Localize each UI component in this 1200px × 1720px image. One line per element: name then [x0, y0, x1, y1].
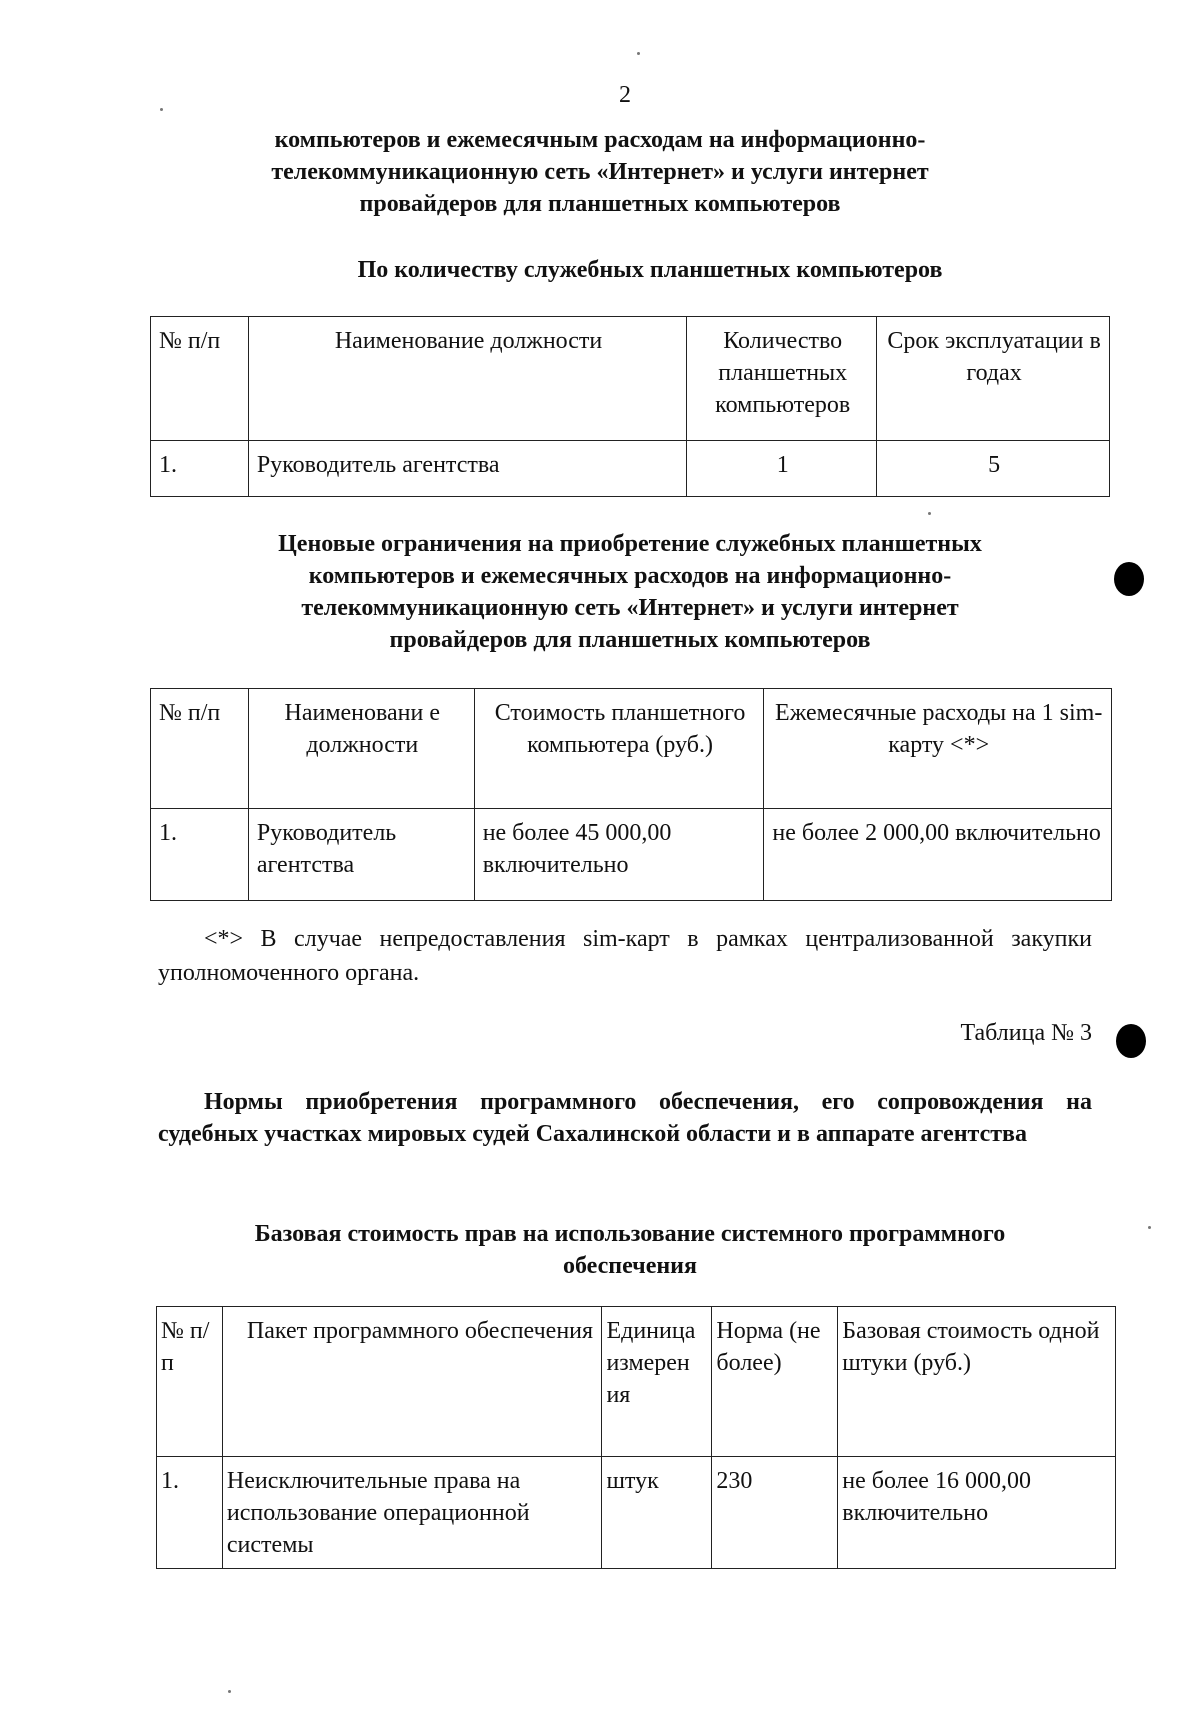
tablet-quantity-table — [150, 316, 1110, 497]
header-cell: Норма (не более) — [712, 1307, 838, 1457]
price-heading-line: телекоммуникационную сеть «Интернет» и услуги интернет — [301, 595, 959, 621]
table-label: Таблица № 3 — [960, 1020, 1092, 1046]
table-cell: Руководитель агентства — [248, 441, 686, 497]
price-heading-line: компьютеров и ежемесячных расходов на информационно- — [308, 563, 952, 589]
base-cost-heading-line: обеспечения — [563, 1253, 697, 1279]
table-cell: 1. — [151, 441, 249, 497]
header-cell: Единица измерен ия — [602, 1307, 712, 1457]
software-cost-table — [156, 1306, 1116, 1569]
table-cell: Руководитель агентства — [248, 809, 474, 901]
intro-heading — [150, 124, 1050, 220]
table-cell: не более 2 000,00 включительно — [764, 809, 1112, 901]
punch-hole-dot — [1116, 1024, 1146, 1058]
intro-heading-line: телекоммуникационную сеть «Интернет» и услуги интернет — [271, 159, 929, 185]
footnote: <*> В случае непредоставления sim-карт в рамках централизованной закупки уполномоченного органа. — [158, 926, 1092, 986]
table-cell: 1 — [687, 441, 877, 497]
scan-speck — [228, 1690, 231, 1693]
header-cell: Пакет программного обеспечения — [222, 1307, 602, 1457]
norms-heading: Нормы приобретения программного обеспечения, его сопровождения на судебных участках мировых судей Сахалинской области и в аппарате агентства — [158, 1089, 1092, 1147]
header-cell: Стоимость планшетного компьютера (руб.) — [474, 689, 764, 809]
tablet-price-table — [150, 688, 1112, 901]
header-cell: Базовая стоимость одной штуки (руб.) — [838, 1307, 1116, 1457]
header-cell: Количество планшетных компьютеров — [687, 317, 877, 441]
price-heading-line: провайдеров для планшетных компьютеров — [389, 627, 871, 653]
scan-speck — [160, 108, 163, 111]
page-number: 2 — [619, 82, 631, 108]
quantity-heading: По количеству служебных планшетных компьютеров — [357, 257, 943, 283]
header-cell: № п/п — [151, 689, 249, 809]
table-cell: 1. — [157, 1457, 223, 1569]
table-cell: не более 16 000,00 включительно — [838, 1457, 1116, 1569]
price-heading — [150, 528, 1110, 656]
table-cell: штук — [602, 1457, 712, 1569]
table-row — [151, 809, 1112, 901]
table-header-row — [151, 689, 1112, 809]
header-cell: Ежемесячные расходы на 1 sim-карту <*> — [764, 689, 1112, 809]
base-cost-heading-line: Базовая стоимость прав на использование системного программного — [254, 1221, 1006, 1247]
intro-heading-line: провайдеров для планшетных компьютеров — [359, 191, 841, 217]
header-cell: № п/п — [157, 1307, 223, 1457]
punch-hole-dot — [1114, 562, 1144, 596]
table-cell: 230 — [712, 1457, 838, 1569]
scan-speck — [1148, 1226, 1151, 1229]
table-cell: 1. — [151, 809, 249, 901]
table-header-row — [151, 317, 1110, 441]
table-row — [157, 1457, 1116, 1569]
header-cell: № п/п — [151, 317, 249, 441]
table-row — [151, 441, 1110, 497]
scan-speck — [637, 52, 640, 55]
table-header-row — [157, 1307, 1116, 1457]
price-heading-line: Ценовые ограничения на приобретение служебных планшетных — [278, 531, 982, 557]
header-cell: Срок эксплуатации в годах — [877, 317, 1110, 441]
header-cell: Наименовани е должности — [248, 689, 474, 809]
intro-heading-line: компьютеров и ежемесячным расходам на информационно- — [274, 127, 926, 153]
scan-speck — [928, 512, 931, 515]
table-cell: Неисключительные права на использование операционной системы — [222, 1457, 602, 1569]
base-cost-heading — [150, 1218, 1110, 1282]
table-cell: 5 — [877, 441, 1110, 497]
header-cell: Наименование должности — [248, 317, 686, 441]
table-cell: не более 45 000,00 включительно — [474, 809, 764, 901]
